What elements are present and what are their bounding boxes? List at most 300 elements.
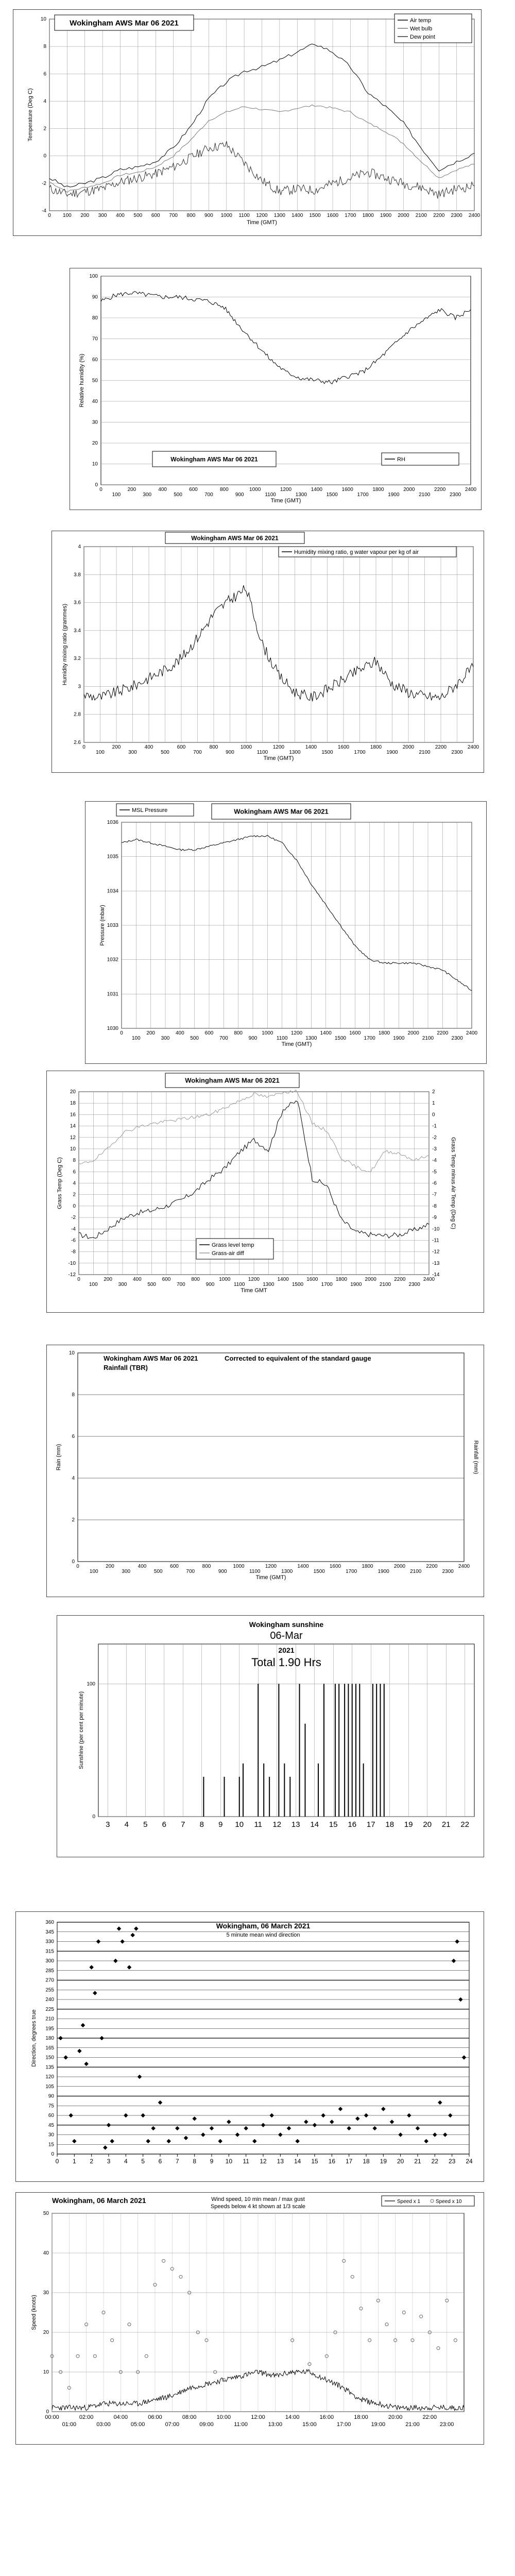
x-tick-label: 1500: [309, 213, 321, 218]
x-tick-label: 600: [204, 1030, 214, 1036]
x-tick-label: 9: [210, 2158, 214, 2165]
x-tick-label: 05:00: [130, 2421, 145, 2428]
y-tick-label: 50: [43, 2211, 49, 2216]
y-axis-label: Direction, degrees true: [31, 2009, 37, 2067]
wind-direction-chart-panel: [15, 1911, 484, 2182]
x-tick-label: 2200: [435, 744, 447, 750]
x-tick-label: 24: [466, 2158, 473, 2165]
y-tick-label: 3.2: [74, 656, 81, 662]
x-tick-label: 1100: [249, 1569, 261, 1574]
x-tick-label: 12: [272, 1820, 282, 1829]
y-tick-label: 270: [45, 1977, 54, 1984]
x-tick-label: 400: [132, 1277, 142, 1282]
x-tick-label: 1900: [377, 1569, 389, 1574]
x-tick-label: 2300: [451, 1036, 463, 1041]
x-tick-label: 800: [209, 744, 218, 750]
x-tick-label: 0: [82, 744, 85, 750]
y-tick-label: 1033: [107, 923, 118, 928]
x-tick-label: 14: [294, 2158, 301, 2165]
y-tick-label: 0: [51, 2151, 54, 2157]
x-tick-label: 1200: [265, 1564, 277, 1569]
chart-date: 06-Mar: [270, 1630, 303, 1641]
x-tick-label: 1700: [321, 1282, 333, 1287]
y-right-tick-label: -14: [432, 1272, 440, 1278]
x-tick-label: 12:00: [251, 2414, 265, 2420]
x-tick-label: 1100: [256, 750, 268, 755]
y-tick-label: 300: [45, 1958, 54, 1964]
y-tick-label: 8: [72, 1392, 75, 1398]
y-tick-label: 0: [72, 1559, 75, 1565]
y-right-tick-label: -6: [432, 1180, 437, 1187]
x-tick-label: 13:00: [268, 2421, 283, 2428]
grass-temperature-chart-panel: [46, 1071, 484, 1313]
y-tick-label: 4: [73, 1180, 76, 1187]
x-axis-label: Time GMT: [241, 1287, 267, 1294]
x-axis-label: Time (GMT): [270, 498, 301, 504]
y-tick-label: 6: [43, 71, 46, 77]
y-tick-label: 6: [72, 1434, 75, 1439]
x-tick-label: 2400: [458, 1564, 470, 1569]
legend-label: Grass-air diff: [212, 1250, 244, 1257]
x-tick-label: 09:00: [199, 2421, 214, 2428]
x-tick-label: 19: [380, 2158, 387, 2165]
x-tick-label: 2100: [419, 750, 431, 755]
x-tick-label: 1000: [249, 487, 261, 493]
x-tick-label: 04:00: [113, 2414, 128, 2420]
y-tick-label: 100: [87, 1681, 95, 1687]
y-right-tick-label: -8: [432, 1203, 437, 1209]
y-tick-label: 50: [92, 378, 98, 384]
y-tick-label: 16: [70, 1112, 76, 1118]
x-tick-label: 900: [248, 1036, 258, 1041]
x-tick-label: 01:00: [62, 2421, 77, 2428]
y-tick-label: 0: [92, 1814, 95, 1820]
x-tick-label: 2400: [465, 487, 477, 493]
x-tick-label: 0: [120, 1030, 123, 1036]
y-right-tick-label: -12: [432, 1249, 440, 1255]
x-axis-label: Time (GMT): [255, 1574, 286, 1581]
y-tick-label: 1030: [107, 1026, 118, 1031]
y-tick-label: 135: [45, 2064, 54, 2071]
y-tick-label: -4: [42, 208, 46, 214]
legend-label: Wet bulb: [410, 26, 433, 32]
x-tick-label: 300: [128, 750, 137, 755]
y-tick-label: 1032: [107, 957, 118, 963]
y-tick-label: -12: [68, 1272, 76, 1278]
pressure-chart: [85, 802, 486, 1063]
x-tick-label: 0: [48, 213, 51, 218]
x-tick-label: 18: [363, 2158, 370, 2165]
y-right-tick-label: 1: [432, 1100, 435, 1107]
y-tick-label: 18: [70, 1100, 76, 1107]
x-tick-label: 17:00: [336, 2421, 351, 2428]
x-tick-label: 1000: [240, 744, 252, 750]
x-tick-label: 1900: [393, 1036, 405, 1041]
x-tick-label: 800: [191, 1277, 200, 1282]
chart-title: Wokingham, 06 March 2021: [216, 1922, 311, 1930]
x-tick-label: 1100: [238, 213, 250, 218]
x-tick-label: 1900: [388, 492, 400, 498]
y-right-tick-label: -5: [432, 1169, 437, 1175]
x-tick-label: 500: [147, 1282, 157, 1287]
chart-title: Wokingham AWS Mar 06 2021: [104, 1354, 198, 1362]
y-right-tick-label: -7: [432, 1192, 437, 1198]
legend-label: Grass level temp: [212, 1242, 254, 1248]
x-tick-label: 14: [310, 1820, 319, 1829]
x-tick-label: 0: [99, 487, 102, 493]
legend-label: Speed x 1: [397, 2199, 421, 2205]
x-tick-label: 11: [254, 1820, 263, 1829]
x-tick-label: 12: [260, 2158, 267, 2165]
y-tick-label: 210: [45, 2016, 54, 2022]
x-tick-label: 600: [162, 1277, 171, 1282]
x-tick-label: 500: [174, 492, 182, 498]
x-tick-label: 13: [277, 2158, 284, 2165]
x-tick-label: 2000: [403, 487, 415, 493]
x-tick-label: 1900: [386, 750, 398, 755]
y-right-tick-label: -4: [432, 1158, 437, 1164]
x-tick-label: 200: [80, 213, 90, 218]
y-tick-label: 1036: [107, 820, 118, 825]
y-axis-label: Sunshine (per cent per minute): [78, 1691, 84, 1770]
x-tick-label: 19:00: [371, 2421, 386, 2428]
x-tick-label: 400: [144, 744, 153, 750]
x-tick-label: 1800: [378, 1030, 390, 1036]
x-tick-label: 6: [162, 1820, 166, 1829]
x-tick-label: 20: [397, 2158, 404, 2165]
x-tick-label: 16:00: [319, 2414, 334, 2420]
x-tick-label: 8: [193, 2158, 197, 2165]
y-tick-label: 12: [70, 1134, 76, 1141]
x-tick-label: 200: [127, 487, 136, 493]
legend-label: Air temp: [410, 18, 431, 24]
chart-subtitle: 5 minute mean wind direction: [226, 1932, 300, 1938]
x-tick-label: 2300: [442, 1569, 454, 1574]
y-tick-label: 30: [43, 2290, 49, 2296]
x-tick-label: 1400: [305, 744, 317, 750]
chart-total: Total 1.90 Hrs: [251, 1656, 321, 1669]
sunshine-chart-panel: [57, 1615, 484, 1857]
x-tick-label: 1200: [272, 744, 285, 750]
x-tick-label: 700: [186, 1569, 195, 1574]
y-tick-label: 0: [73, 1203, 76, 1209]
y-axis-label: Grass Temp (Deg C): [57, 1157, 63, 1209]
x-tick-label: 1000: [233, 1564, 245, 1569]
y-tick-label: 60: [48, 2113, 54, 2119]
y-tick-label: 120: [45, 2074, 54, 2080]
x-tick-label: 300: [98, 213, 107, 218]
x-tick-label: 700: [204, 492, 213, 498]
y-right-tick-label: 2: [432, 1089, 435, 1095]
chart-note: Corrected to equivalent of the standard gauge: [225, 1354, 371, 1362]
x-tick-label: 1900: [350, 1282, 362, 1287]
legend-label: MSL Pressure: [132, 807, 168, 814]
air-temperature-chart-panel: [13, 9, 482, 236]
x-tick-label: 1500: [326, 492, 338, 498]
y-tick-label: -8: [71, 1249, 76, 1255]
x-tick-label: 07:00: [165, 2421, 180, 2428]
x-tick-label: 10: [225, 2158, 233, 2165]
x-tick-label: 15: [311, 2158, 318, 2165]
y-right-axis-label: Grass Temp minus Air Temp (Deg C): [450, 1137, 456, 1229]
y-tick-label: 195: [45, 2026, 54, 2032]
chart-title: Wokingham AWS Mar 06 2021: [185, 1076, 280, 1084]
x-tick-label: 23: [448, 2158, 456, 2165]
y-tick-label: 90: [48, 2093, 54, 2099]
x-tick-label: 500: [161, 750, 169, 755]
y-tick-label: 1035: [107, 854, 118, 860]
x-tick-label: 800: [219, 487, 229, 493]
x-tick-label: 2200: [433, 213, 445, 218]
x-axis-label: Time (GMT): [281, 1041, 312, 1047]
x-tick-label: 2000: [402, 744, 415, 750]
y-tick-label: -6: [71, 1238, 76, 1244]
x-tick-label: 7: [181, 1820, 185, 1829]
y-tick-label: 150: [45, 2055, 54, 2061]
chart-year: 2021: [278, 1646, 295, 1654]
y-tick-label: 75: [48, 2103, 54, 2109]
x-tick-label: 2100: [415, 213, 427, 218]
x-tick-label: 500: [190, 1036, 199, 1041]
x-tick-label: 3: [106, 1820, 110, 1829]
x-tick-label: 2100: [379, 1282, 391, 1287]
x-tick-label: 2300: [408, 1282, 420, 1287]
y-right-tick-label: -10: [432, 1226, 440, 1232]
y-tick-label: 20: [70, 1089, 76, 1095]
x-tick-label: 1300: [273, 213, 285, 218]
chart-title: Wokingham AWS Mar 06 2021: [234, 807, 329, 816]
x-tick-label: 21: [441, 1820, 451, 1829]
y-right-tick-label: 0: [432, 1112, 435, 1118]
x-tick-label: 1100: [276, 1036, 288, 1041]
y-tick-label: 165: [45, 2045, 54, 2051]
x-tick-label: 1100: [233, 1282, 245, 1287]
y-tick-label: -4: [71, 1226, 76, 1232]
x-tick-label: 400: [116, 213, 125, 218]
chart-subtitle: Wind speed, 10 min mean / max gust: [211, 2196, 305, 2202]
x-tick-label: 1500: [313, 1569, 325, 1574]
x-tick-label: 1200: [248, 1277, 260, 1282]
x-tick-label: 600: [170, 1564, 179, 1569]
y-right-tick-label: -13: [432, 1260, 440, 1266]
x-tick-label: 2400: [423, 1277, 435, 1282]
x-tick-label: 600: [189, 487, 198, 493]
x-tick-label: 100: [63, 213, 72, 218]
x-tick-label: 1400: [320, 1030, 332, 1036]
x-tick-label: 1600: [349, 1030, 361, 1036]
y-tick-label: 40: [92, 399, 98, 404]
mixing-ratio-chart: [52, 531, 484, 772]
x-tick-label: 1500: [334, 1036, 347, 1041]
chart-note: Speeds below 4 kt shown at 1/3 scale: [210, 2204, 306, 2210]
y-tick-label: 15: [48, 2142, 54, 2148]
y-tick-label: 0: [95, 482, 98, 488]
x-tick-label: 2100: [422, 1036, 434, 1041]
y-tick-label: 90: [92, 294, 98, 300]
y-right-tick-label: -9: [432, 1215, 437, 1221]
x-tick-label: 1700: [345, 213, 356, 218]
y-right-tick-label: -11: [432, 1238, 439, 1244]
x-tick-label: 1000: [220, 213, 232, 218]
y-tick-label: 10: [43, 2369, 49, 2375]
x-tick-label: 3: [107, 2158, 111, 2165]
x-tick-label: 500: [133, 213, 143, 218]
sunshine-chart: [57, 1616, 484, 1857]
x-tick-label: 600: [177, 744, 186, 750]
y-tick-label: 70: [92, 336, 98, 342]
x-tick-label: 1800: [362, 1564, 373, 1569]
y-axis-label: Pressure (mbar): [99, 905, 106, 946]
x-tick-label: 18:00: [354, 2414, 368, 2420]
y-tick-label: 2: [72, 1517, 75, 1523]
x-tick-label: 1900: [380, 213, 392, 218]
x-tick-label: 08:00: [182, 2414, 197, 2420]
x-tick-label: 19: [404, 1820, 413, 1829]
y-tick-label: 10: [70, 1146, 76, 1152]
x-tick-label: 1700: [354, 750, 366, 755]
chart-subtitle: Rainfall (TBR): [104, 1364, 148, 1371]
chart-title: Wokingham AWS Mar 06 2021: [70, 19, 179, 28]
x-tick-label: 18: [385, 1820, 394, 1829]
x-tick-label: 0: [55, 2158, 59, 2165]
x-tick-label: 1600: [306, 1277, 318, 1282]
rainfall-chart: [47, 1345, 484, 1597]
plot-area: [78, 1353, 464, 1562]
y-tick-label: 20: [43, 2330, 49, 2335]
x-tick-label: 900: [226, 750, 234, 755]
x-tick-label: 2200: [426, 1564, 438, 1569]
x-tick-label: 2000: [407, 1030, 419, 1036]
grass-temperature-chart: [47, 1071, 484, 1312]
x-tick-label: 22: [431, 2158, 439, 2165]
x-tick-label: 700: [193, 750, 202, 755]
y-tick-label: 2.6: [74, 740, 81, 745]
y-axis-label: Humidity mixing ratio (grammes): [62, 603, 68, 686]
y-tick-label: 10: [92, 461, 98, 467]
y-right-tick-label: -2: [432, 1134, 437, 1141]
x-tick-label: 1600: [337, 744, 350, 750]
x-tick-label: 1000: [219, 1277, 231, 1282]
y-axis-label: Relative humidity (%): [79, 353, 85, 408]
plot-area: [98, 1644, 474, 1817]
y-tick-label: 315: [45, 1948, 54, 1955]
x-tick-label: 21: [414, 2158, 421, 2165]
legend-label: Speed x 10: [436, 2199, 462, 2205]
y-tick-label: 3.4: [74, 628, 81, 634]
y-tick-label: 0: [43, 153, 46, 159]
x-tick-label: 300: [118, 1282, 127, 1287]
x-tick-label: 200: [104, 1277, 113, 1282]
x-tick-label: 11:00: [234, 2421, 248, 2428]
x-tick-label: 17: [345, 2158, 353, 2165]
x-tick-label: 23:00: [439, 2421, 454, 2428]
y-tick-label: 225: [45, 2006, 54, 2012]
x-tick-label: 1300: [289, 750, 301, 755]
x-tick-label: 1700: [364, 1036, 375, 1041]
x-tick-label: 1700: [357, 492, 369, 498]
y-tick-label: 2: [43, 126, 46, 132]
pressure-chart-panel: [85, 801, 487, 1064]
x-tick-label: 900: [218, 1569, 227, 1574]
y-tick-label: 20: [92, 440, 98, 446]
y-tick-label: 3.6: [74, 600, 81, 606]
x-tick-label: 1: [72, 2158, 76, 2165]
x-tick-label: 1300: [295, 492, 307, 498]
x-tick-label: 1300: [305, 1036, 317, 1041]
x-tick-label: 700: [169, 213, 178, 218]
x-tick-label: 15:00: [302, 2421, 317, 2428]
x-tick-label: 1000: [262, 1030, 273, 1036]
rainfall-chart-panel: [46, 1345, 484, 1597]
x-tick-label: 600: [151, 213, 160, 218]
x-tick-label: 1200: [290, 1030, 303, 1036]
y-tick-label: 2.8: [74, 711, 81, 718]
y-tick-label: 1031: [107, 991, 118, 997]
x-tick-label: 1600: [327, 213, 339, 218]
x-tick-label: 11: [243, 2158, 249, 2165]
x-tick-label: 6: [158, 2158, 162, 2165]
x-tick-label: 20: [423, 1820, 432, 1829]
y-tick-label: 0: [46, 2409, 49, 2415]
x-tick-label: 1800: [362, 213, 374, 218]
x-tick-label: 22:00: [422, 2414, 437, 2420]
x-tick-label: 0: [77, 1277, 80, 1282]
x-tick-label: 17: [366, 1820, 375, 1829]
y-right-tick-label: -1: [432, 1123, 437, 1129]
wind-direction-chart: [16, 1912, 484, 2181]
y-tick-label: 2: [73, 1192, 76, 1198]
x-tick-label: 2300: [451, 750, 463, 755]
y-tick-label: -10: [68, 1260, 76, 1266]
x-tick-label: 300: [143, 492, 152, 498]
x-tick-label: 300: [161, 1036, 170, 1041]
y-tick-label: 100: [89, 274, 98, 279]
legend-label: RH: [397, 456, 405, 463]
x-tick-label: 5: [141, 2158, 145, 2165]
y-tick-label: 40: [43, 2250, 49, 2256]
wind-speed-chart-panel: [15, 2192, 484, 2445]
x-tick-label: 15: [329, 1820, 338, 1829]
x-tick-label: 2400: [467, 744, 479, 750]
y-tick-label: 30: [48, 2132, 54, 2138]
x-tick-label: 20:00: [388, 2414, 403, 2420]
y-tick-label: 3: [78, 684, 81, 690]
wind-speed-chart: [16, 2193, 484, 2444]
chart-title: Wokingham AWS Mar 06 2021: [170, 455, 258, 463]
x-tick-label: 2: [90, 2158, 94, 2165]
x-tick-label: 14:00: [285, 2414, 300, 2420]
x-tick-label: 16: [328, 2158, 336, 2165]
y-tick-label: 3.8: [74, 572, 81, 578]
y-tick-label: 1034: [107, 888, 118, 894]
y-tick-label: 80: [92, 315, 98, 321]
y-axis-label: Rain (mm): [56, 1444, 62, 1471]
x-tick-label: 100: [89, 1282, 98, 1287]
x-tick-label: 03:00: [96, 2421, 111, 2428]
y-tick-label: 105: [45, 2083, 54, 2090]
x-tick-label: 1400: [311, 487, 322, 493]
x-tick-label: 10: [235, 1820, 244, 1829]
y-tick-label: 14: [70, 1123, 76, 1129]
x-tick-label: 2000: [393, 1564, 406, 1569]
x-tick-label: 2200: [394, 1277, 406, 1282]
x-tick-label: 1200: [280, 487, 292, 493]
y-tick-label: 30: [92, 419, 98, 426]
chart-title: Wokingham sunshine: [249, 1620, 324, 1629]
x-tick-label: 1200: [256, 213, 268, 218]
x-tick-label: 1600: [329, 1564, 341, 1569]
x-axis-label: Time (GMT): [263, 755, 294, 761]
